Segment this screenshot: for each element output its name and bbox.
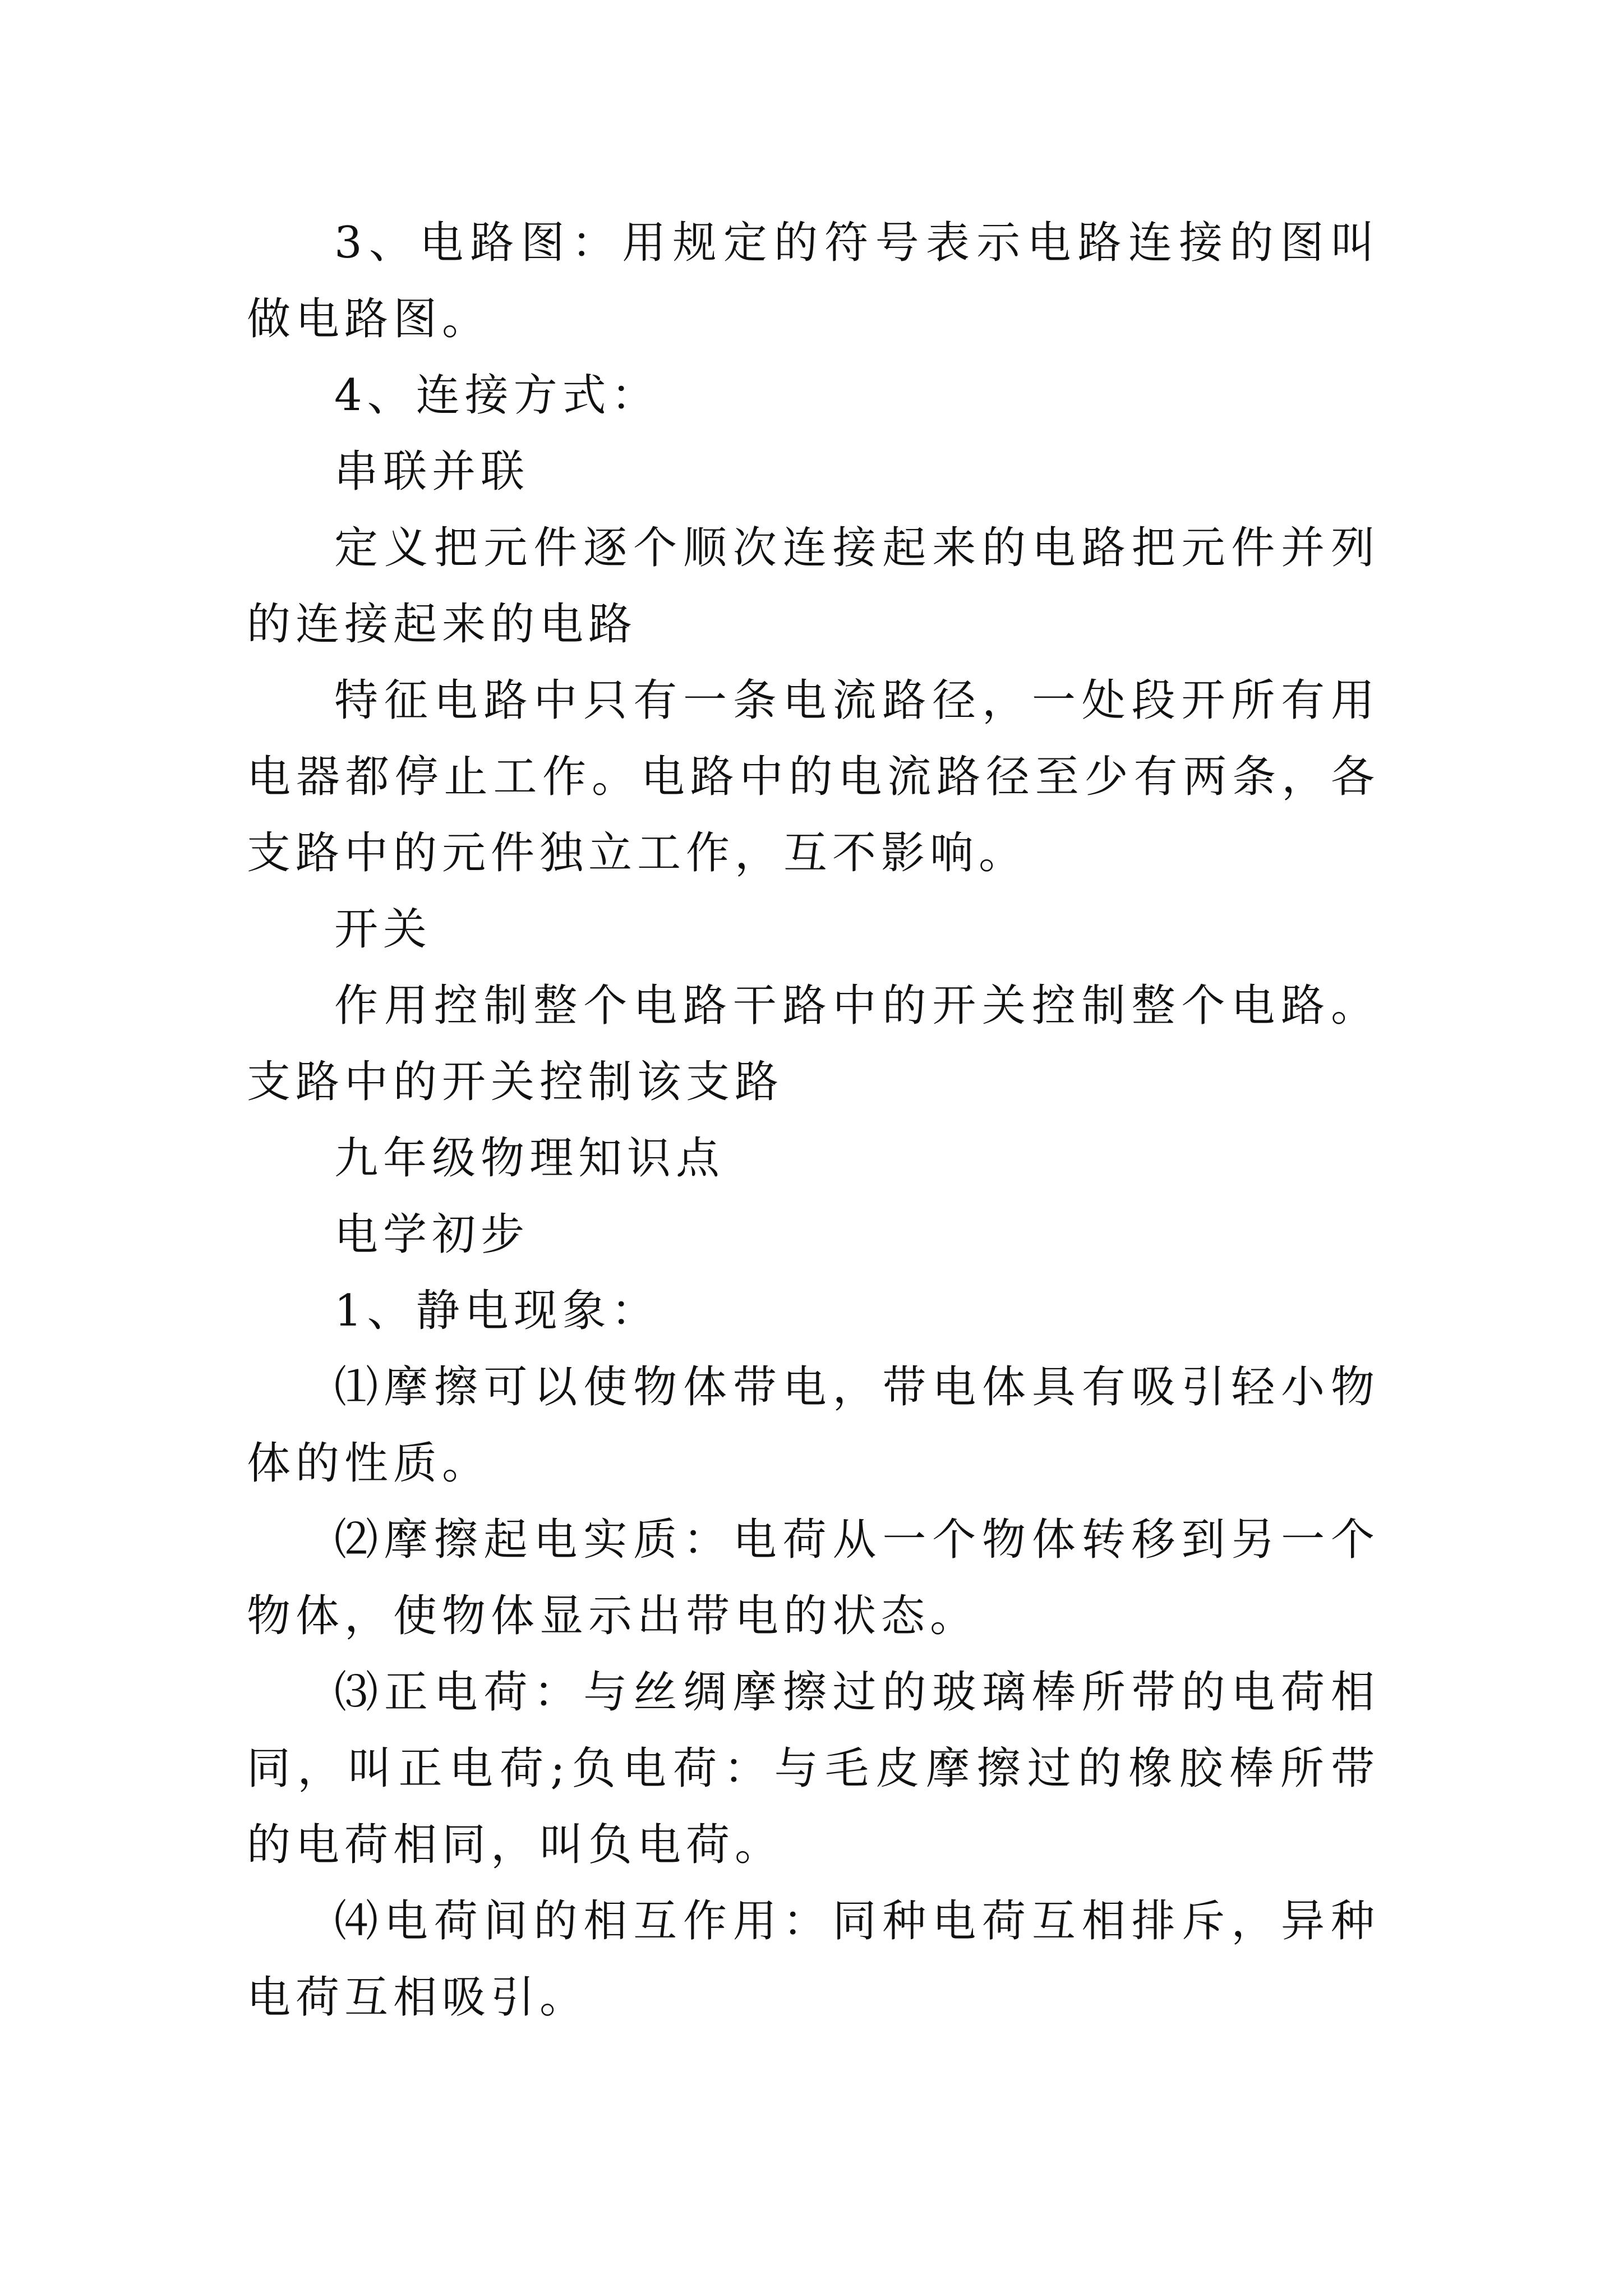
paragraph-characteristics: 特征电路中只有一条电流路径，一处段开所有用电器都停止工作。电路中的电流路径至少有两条，各支路中的元件独立工作，互不影响。 [247,675,1380,878]
paragraph-series-parallel: 串联并联 [334,447,530,497]
paragraph-circuit-diagram: 3、电路图：用规定的符号表示电路连接的图叫做电路图。 [247,218,1380,344]
document-body [247,205,1380,2036]
paragraph-connection-methods: 4、连接方式： [334,370,660,421]
paragraph-charge-interaction: ⑷电荷间的相互作用：同种电荷互相排斥，异种电荷互相吸引。 [247,1896,1380,2023]
paragraph-switch-function: 作用控制整个电路干路中的开关控制整个电路。支路中的开关控制该支路 [247,981,1380,1107]
section-heading-physics: 九年级物理知识点 [334,1133,725,1184]
paragraph-friction-essence: ⑵摩擦起电实质：电荷从一个物体转移到另一个物体，使物体显示出带电的状态。 [247,1515,1380,1641]
paragraph-friction-charging: ⑴摩擦可以使物体带电，带电体具有吸引轻小物体的性质。 [247,1362,1380,1489]
paragraph-definition: 定义把元件逐个顺次连接起来的电路把元件并列的连接起来的电路 [247,523,1380,650]
paragraph-static-electricity: 1、静电现象： [334,1286,660,1336]
section-heading-electricity: 电学初步 [334,1209,530,1260]
paragraph-positive-negative-charge: ⑶正电荷：与丝绸摩擦过的玻璃棒所带的电荷相同，叫正电荷;负电荷：与毛皮摩擦过的橡胶棒所带的电荷相同，叫负电荷。 [247,1667,1380,1870]
paragraph-switch: 开关 [334,904,432,955]
